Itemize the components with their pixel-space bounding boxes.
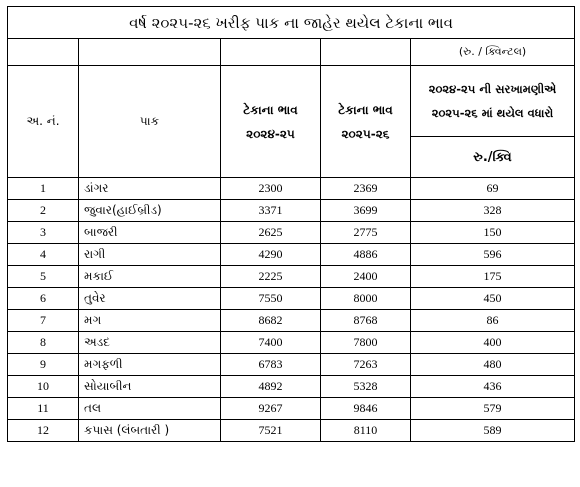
row-serial-cell: 10 xyxy=(8,376,79,398)
table-row xyxy=(8,354,575,376)
table-row xyxy=(8,244,575,266)
row-serial-cell: 9 xyxy=(8,354,79,376)
row-serial-cell: 7 xyxy=(8,310,79,332)
header-increase-line1: ૨૦૨૪-૨૫ ની સરખામણીએ xyxy=(428,82,557,96)
row-serial-cell: 2 xyxy=(8,200,79,222)
row-msp-2024-25-cell: 4892 xyxy=(221,376,321,398)
table-row xyxy=(8,420,575,442)
row-msp-2025-26-cell: 7800 xyxy=(321,332,411,354)
row-increase-cell: 150 xyxy=(411,222,575,244)
row-msp-2024-25-cell: 2225 xyxy=(221,266,321,288)
row-crop-cell: મગફળી xyxy=(79,354,221,376)
header-increase-unit: રુ./ક્વિ xyxy=(411,137,575,178)
row-msp-2024-25-cell: 6783 xyxy=(221,354,321,376)
header-crop: પાક xyxy=(79,66,221,178)
row-increase-cell: 86 xyxy=(411,310,575,332)
row-crop-cell: મગ xyxy=(79,310,221,332)
row-crop-cell: જુવાર(હાઈબ્રીડ) xyxy=(79,200,221,222)
row-crop-cell: મકાઈ xyxy=(79,266,221,288)
row-increase-cell: 69 xyxy=(411,178,575,200)
table-row xyxy=(8,376,575,398)
row-crop-cell: રાગી xyxy=(79,244,221,266)
blank-cell xyxy=(321,39,411,66)
row-serial-cell: 11 xyxy=(8,398,79,420)
row-msp-2024-25-cell: 7521 xyxy=(221,420,321,442)
row-msp-2024-25-cell: 2625 xyxy=(221,222,321,244)
row-msp-2025-26-cell: 8768 xyxy=(321,310,411,332)
row-increase-cell: 328 xyxy=(411,200,575,222)
row-msp-2025-26-cell: 2369 xyxy=(321,178,411,200)
table-row xyxy=(8,288,575,310)
row-serial-cell: 3 xyxy=(8,222,79,244)
row-msp-2025-26-cell: 8000 xyxy=(321,288,411,310)
row-crop-cell: ડાંગર xyxy=(79,178,221,200)
row-increase-cell: 596 xyxy=(411,244,575,266)
header-msp-2025-26 xyxy=(321,66,411,178)
row-increase-cell: 480 xyxy=(411,354,575,376)
blank-cell xyxy=(79,39,221,66)
msp-table-container xyxy=(7,6,575,442)
row-msp-2025-26-cell: 5328 xyxy=(321,376,411,398)
table-row xyxy=(8,398,575,420)
row-serial-cell: 5 xyxy=(8,266,79,288)
header-msp-2024-25-line2: ૨૦૨૪-૨૫ xyxy=(246,126,295,141)
msp-table xyxy=(7,6,575,442)
row-msp-2024-25-cell: 3371 xyxy=(221,200,321,222)
row-increase-cell: 579 xyxy=(411,398,575,420)
row-crop-cell: તલ xyxy=(79,398,221,420)
table-row xyxy=(8,178,575,200)
table-row xyxy=(8,332,575,354)
row-serial-cell: 4 xyxy=(8,244,79,266)
blank-cell xyxy=(8,39,79,66)
row-increase-cell: 450 xyxy=(411,288,575,310)
row-crop-cell: અડદ xyxy=(79,332,221,354)
row-msp-2024-25-cell: 4290 xyxy=(221,244,321,266)
header-serial: અ. નં. xyxy=(8,66,79,178)
row-increase-cell: 436 xyxy=(411,376,575,398)
row-increase-cell: 175 xyxy=(411,266,575,288)
row-serial-cell: 1 xyxy=(8,178,79,200)
row-msp-2025-26-cell: 2400 xyxy=(321,266,411,288)
header-increase-line2: ૨૦૨૫-૨૬ માં થયેલ વધારો xyxy=(431,106,554,120)
row-crop-cell: તુવેર xyxy=(79,288,221,310)
row-msp-2024-25-cell: 7400 xyxy=(221,332,321,354)
row-crop-cell: સોયાબીન xyxy=(79,376,221,398)
header-msp-2025-26-line2: ૨૦૨૫-૨૬ xyxy=(341,126,390,141)
row-msp-2025-26-cell: 7263 xyxy=(321,354,411,376)
row-msp-2024-25-cell: 7550 xyxy=(221,288,321,310)
table-row xyxy=(8,310,575,332)
row-crop-cell: કપાસ (લંબતારી ) xyxy=(79,420,221,442)
row-crop-cell: બાજરી xyxy=(79,222,221,244)
row-increase-cell: 400 xyxy=(411,332,575,354)
row-msp-2025-26-cell: 4886 xyxy=(321,244,411,266)
row-serial-cell: 8 xyxy=(8,332,79,354)
table-row xyxy=(8,266,575,288)
row-msp-2024-25-cell: 8682 xyxy=(221,310,321,332)
row-msp-2025-26-cell: 3699 xyxy=(321,200,411,222)
header-msp-2024-25-line1: ટેકાના ભાવ xyxy=(243,102,298,117)
row-increase-cell: 589 xyxy=(411,420,575,442)
table-title: વર્ષ ૨૦૨૫-૨૬ ખરીફ પાક ના જાહેર થયેલ ટેકાના ભાવ xyxy=(8,7,575,39)
row-msp-2024-25-cell: 9267 xyxy=(221,398,321,420)
row-serial-cell: 12 xyxy=(8,420,79,442)
row-msp-2025-26-cell: 2775 xyxy=(321,222,411,244)
row-serial-cell: 6 xyxy=(8,288,79,310)
row-msp-2025-26-cell: 9846 xyxy=(321,398,411,420)
row-msp-2025-26-cell: 8110 xyxy=(321,420,411,442)
table-row xyxy=(8,222,575,244)
blank-cell xyxy=(221,39,321,66)
table-row xyxy=(8,200,575,222)
header-increase xyxy=(411,66,575,137)
row-msp-2024-25-cell: 2300 xyxy=(221,178,321,200)
header-msp-2025-26-line1: ટેકાના ભાવ xyxy=(338,102,393,117)
unit-note: (રુ. / ક્વિન્ટલ) xyxy=(411,39,575,66)
header-msp-2024-25 xyxy=(221,66,321,178)
